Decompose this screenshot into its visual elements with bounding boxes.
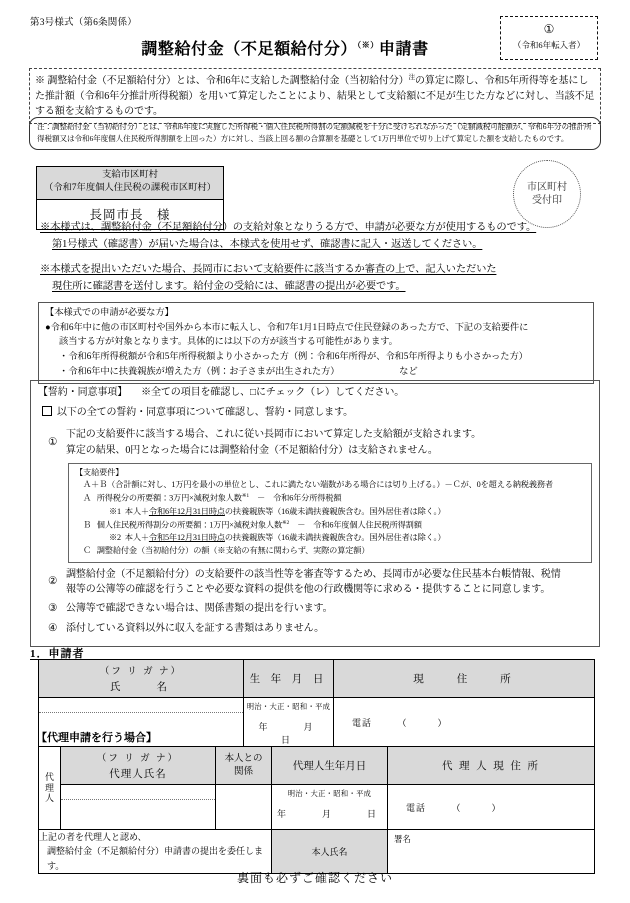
proxy-tel-input[interactable]: 電話 （ ） xyxy=(406,803,502,813)
eligibility-target-box xyxy=(38,302,594,384)
proxy-birth-header xyxy=(272,747,388,785)
proxy-address-input-cell[interactable] xyxy=(388,785,595,830)
pledge-item-2-line2: 報等の公簿等の確認を行うことや必要な資料の提供を他の行政機関等に求める・提供することに同意します。 xyxy=(66,584,551,596)
pledge-item-4-text xyxy=(66,621,592,637)
pledge-main-checkbox-row[interactable] xyxy=(42,405,592,421)
requirements-a-row xyxy=(75,492,585,506)
requirements-a-note-underlined: 令和6年12月31日時点 xyxy=(148,506,225,516)
footnote-line2: の推計所得税額又は令和6年度個人住民税所得割額を上回った）方に対し、当該上回る額の合算額を基礎として1万円単位で切り上げて算定した額を支給した xyxy=(37,122,592,144)
form-code: 第3号様式（第6条関係） xyxy=(30,18,137,28)
eligibility-target-title: 【本様式での申請が必要な方】 xyxy=(45,308,174,318)
page-title-main: 調整給付金（不足額給付分） xyxy=(141,41,358,58)
proxy-era-options[interactable]: 明治・大正・昭和・平成 xyxy=(287,789,372,798)
signature-input-cell[interactable] xyxy=(388,830,595,874)
requirements-b-note-underlined: 令和5年12月31日時点 xyxy=(148,533,225,543)
requirements-b-note xyxy=(75,532,585,545)
usage-note-1-line1: ※本様式は、調整給付金（不足額給付分）の支給対象となりうる方で、申請が必要な方が使用するものです。 xyxy=(40,222,537,233)
proxy-relation-label-line1: 本人との xyxy=(224,753,263,764)
pledge-item-1-marker: ① xyxy=(48,436,58,448)
requirements-b-note-label: ※2 xyxy=(109,533,121,543)
requirements-b-row xyxy=(75,519,585,533)
payment-requirements-box xyxy=(68,463,592,563)
proxy-table-header-row xyxy=(39,747,595,785)
asterisk-note-line1-cont: の算定に際し、令和5年所得等 xyxy=(415,75,549,87)
applicant-name-label: 氏 名 xyxy=(110,682,172,693)
requirements-b-note-pre: 本人＋ xyxy=(124,533,149,543)
proxy-commitment-line2: 調整給付金（不足額給付分）申請書の提出を委任します。 xyxy=(47,846,264,871)
requirements-a-note-pre: 本人＋ xyxy=(124,506,149,516)
requirements-title: 【支給要件】 xyxy=(75,467,124,477)
pledge-item-3-marker: ③ xyxy=(48,603,58,615)
pledge-consent-box xyxy=(30,380,600,647)
proxy-name-header xyxy=(61,747,216,785)
proxy-vertical-label-c3: 人 xyxy=(44,793,54,804)
applicant-era-options[interactable]: 明治・大正・昭和・平成 xyxy=(246,702,331,711)
applicant-address-header xyxy=(334,660,595,698)
eligibility-bullet-line1: ●令和6年中に他の市区町村や国外から本市に転入し、令和7年1月1日時点で住民登録のあった方で、下記の支給要件に xyxy=(45,322,529,333)
proxy-commitment-text xyxy=(39,830,272,874)
applicant-furigana-label: （フ リ ガ ナ） xyxy=(99,667,183,677)
proxy-commitment-row xyxy=(39,830,595,874)
addressee-header-line2: （令和7年度個人住民税の課税市区町村） xyxy=(44,183,216,194)
applicant-address-label: 現 住 所 xyxy=(413,674,515,685)
pledge-item-1-line1: 下記の支給要件に該当する場合、これに従い長岡市において算定した支給額が支給されます。 xyxy=(66,429,481,440)
pledge-item-1-line2: 算定の結果、0円となった場合には調整給付金（不足額給付分）は支給されません。 xyxy=(66,444,438,456)
proxy-furigana-label: （フ リ ガ ナ） xyxy=(96,754,180,764)
requirements-a-sup: ※1 xyxy=(241,493,249,500)
usage-note-2-line1: ※本様式を提出いただいた場合、長岡市において支給要件に該当するか審査の上で、記入いただいた xyxy=(40,264,497,275)
proxy-address-header xyxy=(388,747,595,785)
asterisk-note-line1: ※ 調整給付金（不足額給付分）とは、令和6年に支給した調整給付金（当初給付分） xyxy=(35,75,409,87)
pledge-item-3 xyxy=(48,601,592,617)
usage-note-2-line2: 現住所に確認書を送付します。給付金の受給には、確認書の提出が必要です。 xyxy=(52,280,406,292)
pledge-item-2-text xyxy=(66,567,592,599)
requirements-c-row xyxy=(75,545,585,558)
proxy-birth-input-cell[interactable] xyxy=(272,785,388,830)
pledge-item-1 xyxy=(48,427,592,459)
footer-note: 裏面も必ずご確認ください xyxy=(236,871,393,885)
requirements-a-label: Ａ xyxy=(83,493,92,503)
requirements-c-text: 調整給付金（当初給付分）の額（※支給の有無に関わらず、実際の算定額） xyxy=(96,545,370,555)
requirements-c-label: Ｃ xyxy=(83,545,92,555)
applicant-birth-header xyxy=(244,660,334,698)
applicant-table-header-row xyxy=(39,660,595,698)
pledge-heading: 【誓約・同意事項】 xyxy=(38,387,128,398)
proxy-relation-header xyxy=(216,747,272,785)
page-title-superscript: （※） xyxy=(357,40,379,50)
footnote-box xyxy=(29,117,601,150)
proxy-relation-label-line2: 関係 xyxy=(233,766,253,777)
marker-box xyxy=(500,16,598,60)
proxy-section-heading: 【代理申請を行う場合】 xyxy=(36,732,157,744)
requirements-a-note-post: の扶養親族等（16歳未満扶養親族含む。国外居住者は除く。） xyxy=(224,506,446,516)
pledge-item-1-text xyxy=(66,427,592,459)
applicant-address-input-cell[interactable] xyxy=(334,698,595,747)
eligibility-bullet-line2: 該当する方が対象となります。具体的には以下の方が該当する可能性があります。 xyxy=(59,337,398,348)
pledge-item-3-line1: 公簿等で確認できない場合は、関係書類の提出を行います。 xyxy=(66,603,333,615)
requirements-a-text-post: － 令和6年分所得税額 xyxy=(249,493,342,503)
requirements-a-note-label: ※1 xyxy=(109,506,121,516)
proxy-table xyxy=(38,746,595,874)
requirements-b-text-pre: 個人住民税所得割分の所要額：1万円×減税対象人数 xyxy=(96,520,282,530)
proxy-vertical-label-c1: 代 xyxy=(44,772,54,783)
asterisk-note xyxy=(29,68,601,124)
addressee-name: 長岡市長 様 xyxy=(89,207,171,222)
marker-number: ① xyxy=(543,22,555,36)
requirements-b-sup: ※2 xyxy=(282,519,290,526)
proxy-vertical-label-c2: 理 xyxy=(44,782,54,793)
proxy-relation-input-cell[interactable] xyxy=(216,785,272,830)
usage-note-1 xyxy=(40,220,592,253)
requirements-b-text-post: － 令和6年度個人住民税所得割額 xyxy=(289,520,422,530)
marker-caption: （令和6年転入者） xyxy=(512,40,586,50)
pledge-item-2-marker: ② xyxy=(48,576,58,588)
asterisk-note-line3: に対し、当該不足する額を支給するものです。 xyxy=(35,90,595,117)
applicant-birth-input-cell[interactable] xyxy=(244,698,349,747)
pledge-item-2-line1: 調整給付金（不足額給付分）の支給要件の該当性等を審査等するため、長岡市が必要な住民基本台帳情報、税情 xyxy=(66,568,561,580)
applicant-ymd-input[interactable]: 年 月 日 xyxy=(258,722,349,745)
pledge-heading-row xyxy=(38,385,592,401)
page-title-tail: 申請書 xyxy=(378,41,429,58)
pledge-item-4 xyxy=(48,621,592,637)
requirements-a-text-pre: 所得税分の所要額：3万円×減税対象人数 xyxy=(96,493,242,503)
requirements-b-label: Ｂ xyxy=(83,520,92,530)
addressee-header xyxy=(37,167,223,200)
asterisk-note-superscript: 注 xyxy=(408,74,416,81)
self-name-label-cell: 本人氏名 xyxy=(272,830,388,874)
footnote-line3: ものです。 xyxy=(531,134,569,144)
checkbox-icon[interactable] xyxy=(42,406,52,416)
applicant-birth-label: 生 年 月 日 xyxy=(249,674,328,685)
proxy-commitment-line1: 上記の者を代理人と認め、 xyxy=(39,832,147,842)
usage-note-1-line2: 第1号様式（確認書）が届いた場合は、本様式を使用せず、確認書に記入・返送してください。 xyxy=(52,238,483,250)
municipality-receipt-stamp xyxy=(513,160,581,228)
proxy-name-label: 代理人氏名 xyxy=(109,769,167,780)
requirements-formula: Ａ＋Ｂ（合計額に対し、1万円を最小の単位とし、これに満たない端数がある場合には切り上げる。）－Ｃが、0を超える納税義務者 xyxy=(83,480,553,490)
proxy-vertical-label xyxy=(39,747,61,830)
proxy-name-input-cell[interactable] xyxy=(61,785,216,830)
requirements-b-note-post: の扶養親族等（16歳未満扶養親族含む。国外居住者は除く。） xyxy=(224,533,446,543)
pledge-heading-note: ※全ての項目を確認し、□にチェック（レ）してください。 xyxy=(141,387,405,398)
footnote-line1: 注：調整給付金（当初給付分）とは、令和6年度に実施した所得税・個人住民税所得割の定額減税を十分に受けられなかった（定額減税可能額が、令和6年分 xyxy=(37,122,562,131)
applicant-furigana-input[interactable] xyxy=(39,698,243,713)
pledge-item-4-line1: 添付している資料以外に収入を証する書類はありません。 xyxy=(66,622,324,634)
receipt-stamp-line1: 市区町村 xyxy=(527,181,567,193)
proxy-birth-label: 代理人生年月日 xyxy=(292,761,367,772)
applicant-tel-input[interactable]: 電話 （ ） xyxy=(352,718,448,728)
eligibility-sub-1: ・令和6年所得税額が令和5年所得税額より小さかった方（例：令和6年所得が、令和5年所得よりも小さかった方） xyxy=(59,352,528,363)
pledge-check-label: 以下の全ての誓約・同意事項について確認し、誓約・同意します。 xyxy=(57,407,353,418)
applicant-section-heading: 1．申請者 xyxy=(30,648,85,660)
pledge-item-2 xyxy=(48,567,592,599)
proxy-address-label: 代 理 人 現 住 所 xyxy=(441,761,541,772)
asterisk-note-line2: を基にした推計額（令和6年分推計所得税額）を用いて算定したことにより、結果として支給額に不足が生じた方など xyxy=(35,75,589,102)
pledge-item-4-marker: ④ xyxy=(48,622,58,634)
proxy-furigana-input[interactable] xyxy=(61,785,215,800)
receipt-stamp-line2: 受付印 xyxy=(532,195,562,206)
eligibility-sub-2: ・令和6年中に扶養親族が増えた方（例：お子さまが出生された方） など xyxy=(59,366,418,377)
signature-label: 署名 xyxy=(394,834,412,844)
applicant-name-header xyxy=(39,660,244,698)
pledge-item-3-text xyxy=(66,601,592,617)
addressee-header-line1: 支給市区町村 xyxy=(102,170,158,180)
proxy-ymd-input[interactable]: 年 月 日 xyxy=(276,809,382,819)
proxy-table-input-row xyxy=(39,785,595,830)
usage-note-2 xyxy=(40,262,592,295)
requirements-a-note xyxy=(75,506,585,519)
